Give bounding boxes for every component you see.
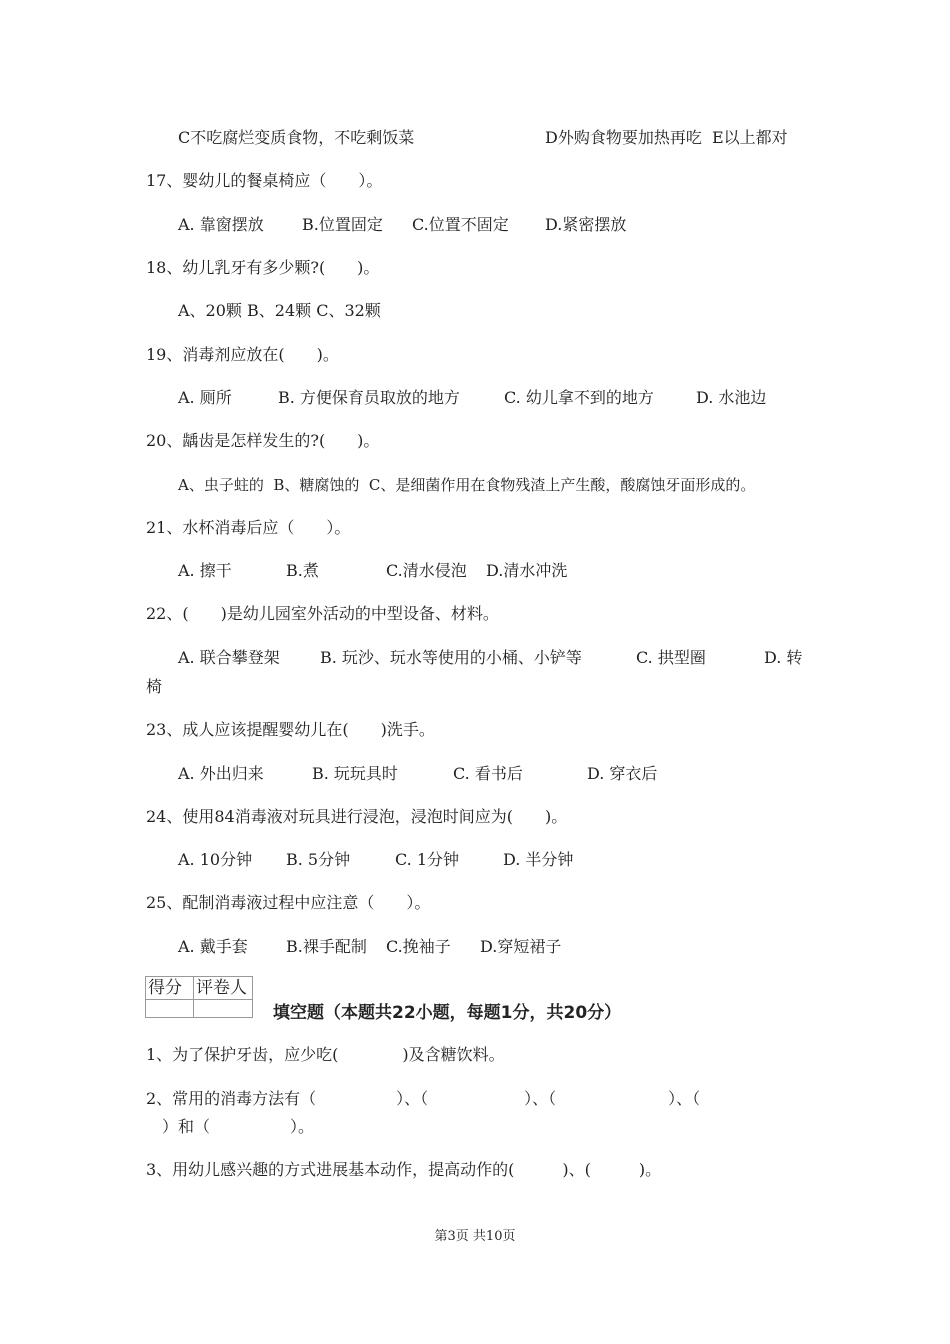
fill-question-1: 1、为了保护牙齿，应少吃( )及含糖饮料。 [146,1045,505,1064]
question-19: 19、消毒剂应放在( )。 [146,345,339,364]
question-25-option-c: C.挽袖子 [386,937,451,956]
fill-question-2-wrap: ）和（ ）。 [146,1117,315,1136]
question-24: 24、使用84消毒液对玩具进行浸泡，浸泡时间应为( )。 [146,807,568,826]
question-23-option-c: C. 看书后 [453,764,523,783]
question-24-option-c: C. 1分钟 [395,850,460,869]
question-20: 20、龋齿是怎样发生的?( )。 [146,431,380,450]
question-21-option-b: B.煮 [286,561,319,580]
question-23-option-d: D. 穿衣后 [587,764,658,783]
fill-question-2: 2、常用的消毒方法有（ ）、（ ）、（ ）、（ [146,1089,701,1108]
question-22-option-d-wrap: 椅 [146,677,163,696]
question-25: 25、配制消毒液过程中应注意（ ）。 [146,893,431,912]
question-24-option-d: D. 半分钟 [503,850,574,869]
question-22-option-b: B. 玩沙、玩水等使用的小桶、小铲等 [320,648,582,667]
question-21-option-d: D.清水冲洗 [486,561,568,580]
question-25-option-a: A. 戴手套 [178,937,248,956]
question-19-option-c: C. 幼儿拿不到的地方 [504,388,654,407]
question-22-option-d: D. 转 [764,648,803,667]
score-table-divider [193,977,194,1017]
question-17-option-d: D.紧密摆放 [545,215,627,234]
question-21: 21、水杯消毒后应（ ）。 [146,518,351,537]
question-23-option-a: A. 外出归来 [178,764,264,783]
question-23: 23、成人应该提醒婴幼儿在( )洗手。 [146,720,435,739]
question-17-option-a: A. 靠窗摆放 [178,215,264,234]
question-19-option-a: A. 厕所 [178,388,232,407]
question-17-option-c: C.位置不固定 [412,215,509,234]
score-label: 得分 [148,978,182,998]
question-24-option-a: A. 10分钟 [178,850,253,869]
question-23-option-b: B. 玩玩具时 [312,764,398,783]
question-18: 18、幼儿乳牙有多少颗?( )。 [146,258,380,277]
grader-label: 评卷人 [196,978,247,998]
question-17-option-b: B.位置固定 [302,215,383,234]
question-17: 17、婴幼儿的餐桌椅应（ ）。 [146,171,383,190]
score-table [145,976,253,1018]
page-footer: 第3页 共10页 [434,1229,516,1244]
question-22: 22、( )是幼儿园室外活动的中型设备、材料。 [146,604,499,623]
question-19-option-b: B. 方便保育员取放的地方 [278,388,460,407]
section-title: 填空题（本题共22小题，每题1分，共20分） [273,1003,622,1023]
question-22-option-a: A. 联合攀登架 [178,648,280,667]
question-16-option-c: C不吃腐烂变质食物，不吃剩饭菜 [178,128,415,147]
question-19-option-d: D. 水池边 [696,388,767,407]
question-20-options: A、虫子蛀的 B、糖腐蚀的 C、是细菌作用在食物残渣上产生酸，酸腐蚀牙面形成的。 [178,476,756,494]
question-21-option-a: A. 擦干 [178,561,232,580]
question-24-option-b: B. 5分钟 [286,850,351,869]
fill-question-3: 3、用幼儿感兴趣的方式进展基本动作，提高动作的( )、( )。 [146,1160,662,1179]
question-21-option-c: C.清水侵泡 [386,561,467,580]
score-table-row-divider [146,999,252,1000]
question-25-option-d: D.穿短裙子 [480,937,562,956]
question-22-option-c: C. 拱型圈 [636,648,706,667]
question-25-option-b: B.裸手配制 [286,937,367,956]
question-18-options: A、20颗 B、24颗 C、32颗 [178,301,381,320]
question-16-option-de: D外购食物要加热再吃 E以上都对 [545,128,788,147]
